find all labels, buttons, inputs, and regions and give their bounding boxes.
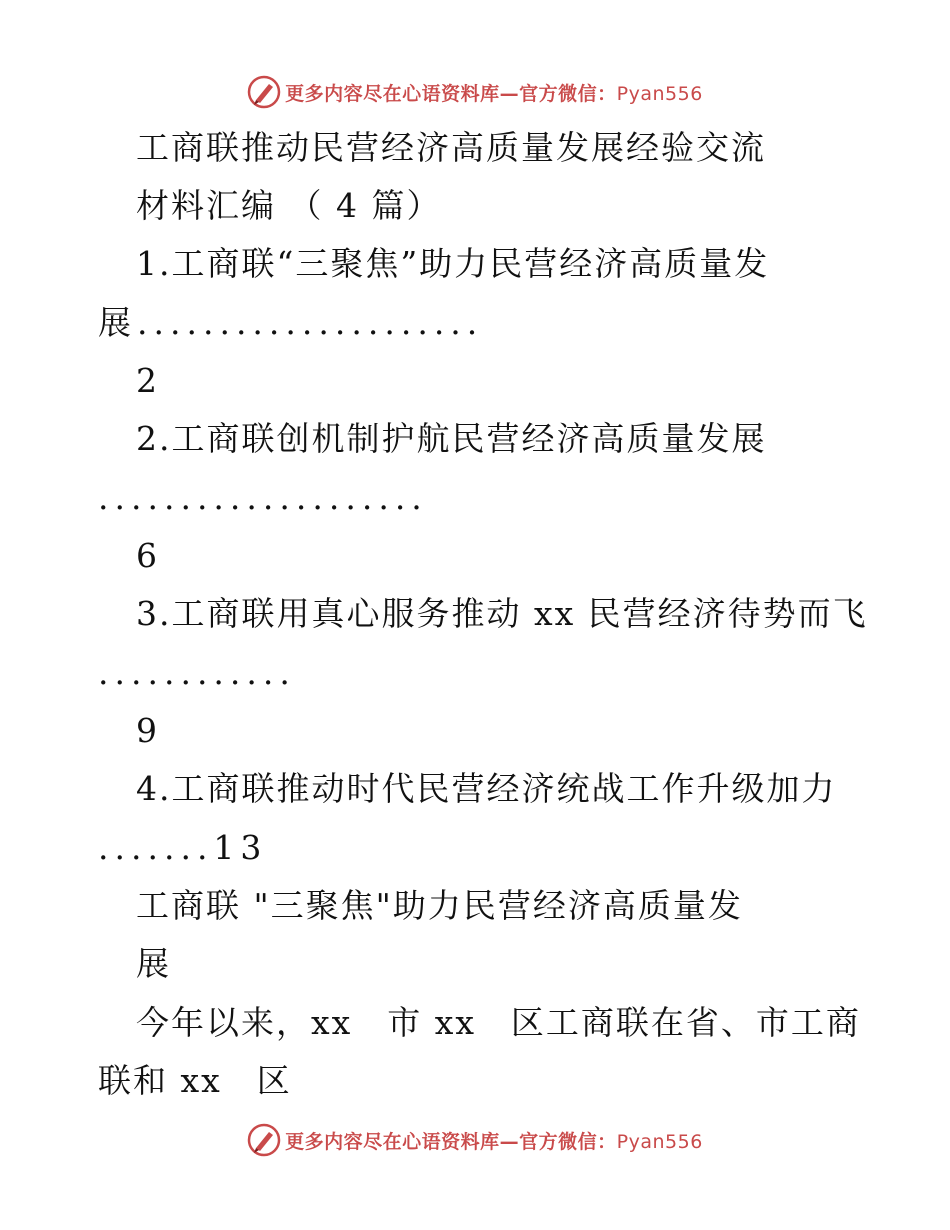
doc-title-line2: 材料汇编 （ 4 篇） xyxy=(136,186,442,225)
body-text-line2: 联和 xx 区 xyxy=(98,1061,292,1100)
toc-item-2-line1: 2.工商联创机制护航民营经济高质量发展 xyxy=(136,419,767,458)
toc-item-3-line1: 3.工商联用真心服务推动 xx 民营经济待势而飞 xyxy=(136,594,868,633)
toc-item-4-line1: 4.工商联推动时代民营经济统战工作升级加力 xyxy=(136,769,837,808)
toc-item-2-line2: .................... xyxy=(98,478,428,517)
watermark-text: 更多内容尽在心语资料库—官方微信：Pyan556 xyxy=(285,1130,703,1153)
body-text-line1: 今年以来，xx 市 xx 区工商联在省、市工商 xyxy=(136,1003,861,1042)
article-title-line2: 展 xyxy=(136,944,171,983)
watermark-banner-bottom xyxy=(0,1120,950,1160)
toc-item-3-line2: ............ xyxy=(98,653,296,692)
toc-item-2-page: 6 xyxy=(136,536,159,575)
toc-item-1-page: 2 xyxy=(136,361,159,400)
pen-logo-icon xyxy=(247,1123,281,1157)
toc-item-1-line1: 1.工商联“三聚焦”助力民营经济高质量发 xyxy=(136,244,770,283)
doc-title-line1: 工商联推动民营经济高质量发展经验交流 xyxy=(136,128,766,167)
toc-item-4-line2: .......13 xyxy=(98,828,268,867)
watermark-banner-top xyxy=(0,72,950,112)
watermark-text: 更多内容尽在心语资料库—官方微信：Pyan556 xyxy=(285,82,703,105)
article-title-line1: 工商联 "三聚焦"助力民营经济高质量发 xyxy=(136,886,743,925)
pen-logo-icon xyxy=(247,75,281,109)
wechat-id: Pyan556 xyxy=(616,82,703,105)
wechat-id: Pyan556 xyxy=(616,1130,703,1153)
toc-item-3-page: 9 xyxy=(136,711,159,750)
toc-item-1-line2: 展..................... xyxy=(98,303,484,342)
